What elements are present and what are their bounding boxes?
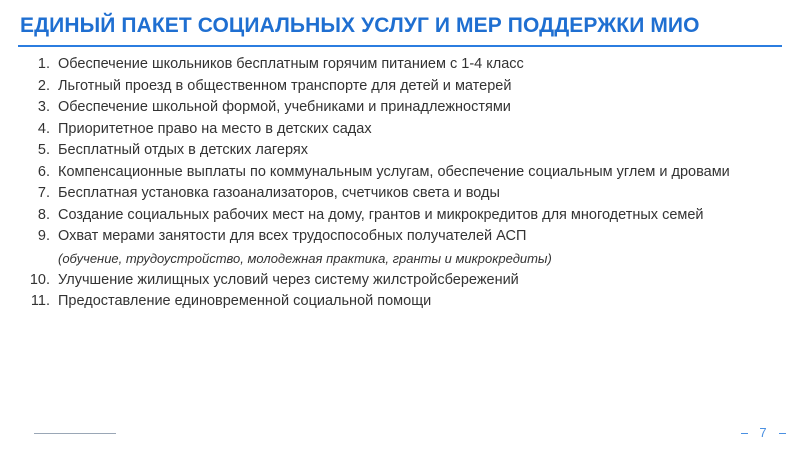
item-number: 10.: [29, 271, 50, 288]
page-number-dash-left: [741, 433, 748, 434]
item-number: 5.: [37, 142, 50, 158]
list-item: [14, 54, 762, 76]
item-number: 6.: [37, 163, 50, 180]
item-number: 1.: [37, 56, 50, 72]
list-item: [14, 183, 762, 205]
list-item: [14, 270, 762, 292]
list-item: [14, 226, 762, 270]
measures-list: [14, 54, 762, 313]
item-text: Бесплатная установка газоанализаторов, счетчиков света и воды: [58, 185, 500, 201]
list-item: [14, 119, 762, 141]
list-item: [14, 76, 762, 98]
item-text: Улучшение жилищных условий через систему жилстройсбережений: [58, 271, 519, 288]
list-item: [14, 205, 762, 227]
list-item: [14, 291, 762, 313]
item-number: 11.: [30, 293, 50, 309]
item-number: 8.: [37, 206, 50, 223]
item-text-with-note: [58, 226, 762, 270]
item-text: Льготный проезд в общественном транспорте для детей и матерей: [58, 77, 512, 94]
item-text: Бесплатный отдых в детских лагерях: [58, 142, 308, 158]
item-text: Создание социальных рабочих мест на дому, грантов и микрокредитов для многодетных семей: [58, 206, 704, 223]
page-number-dash-right: [779, 433, 786, 434]
item-number: 2.: [37, 77, 50, 94]
item-text: Обеспечение школьников бесплатным горячим питанием с 1-4 класс: [58, 56, 524, 72]
item-number: 4.: [37, 120, 50, 137]
item-number: 3.: [37, 99, 50, 115]
item-number: 9.: [37, 228, 50, 244]
footer-divider: [34, 433, 116, 434]
item-note: (обучение, трудоустройство, молодежная практика, гранты и микрокредиты): [58, 250, 552, 266]
list-item: [14, 140, 762, 162]
item-text: Предоставление единовременной социальной помощи: [58, 293, 432, 309]
item-number: 7.: [37, 185, 50, 201]
item-text: Приоритетное право на место в детских садах: [58, 120, 372, 137]
item-text: Обеспечение школьной формой, учебниками и принадлежностями: [58, 99, 511, 115]
item-text: Охват мерами занятости для всех трудоспособных получателей АСП: [58, 228, 527, 244]
slide-title: ЕДИНЫЙ ПАКЕТ СОЦИАЛЬНЫХ УСЛУГ И МЕР ПОДДЕРЖКИ МИО: [20, 14, 700, 37]
list-item: [14, 97, 762, 119]
list-item: [14, 162, 762, 184]
page-number: 7: [759, 425, 767, 440]
item-text: Компенсационные выплаты по коммунальным услугам, обеспечение социальным углем и дровами: [58, 163, 730, 180]
title-underline: [18, 45, 782, 47]
